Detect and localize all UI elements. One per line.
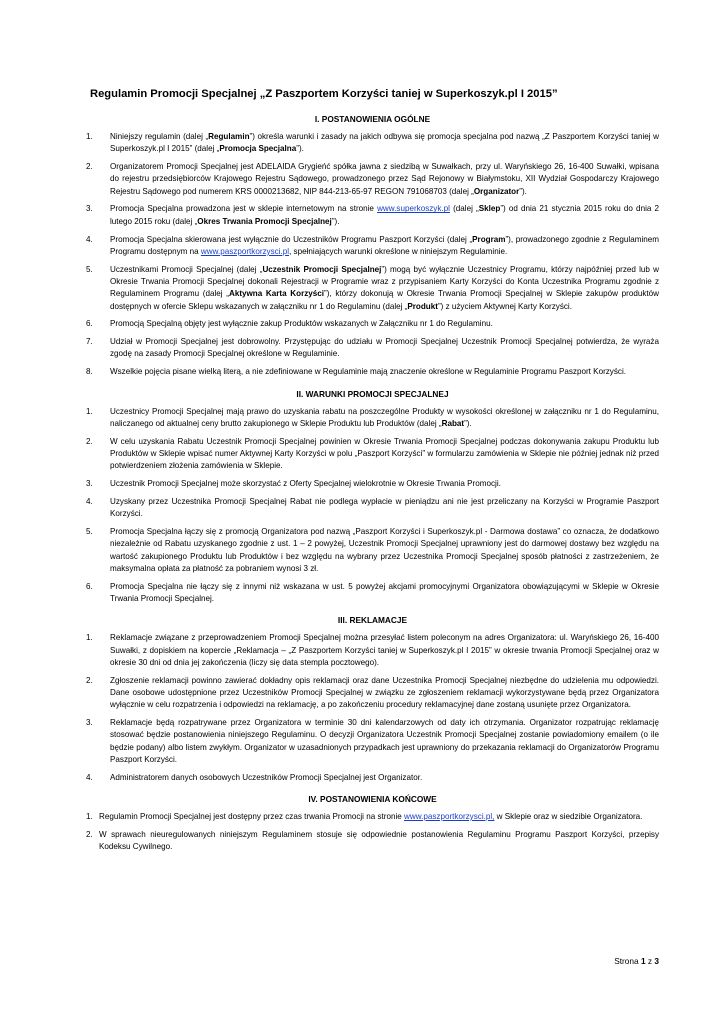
list-item — [86, 811, 659, 823]
item-number: 1. — [86, 132, 93, 141]
text-segment: Wszelkie pojęcia pisane wielką literą, a nie zdefiniowane w Regulaminie mają znaczenie określone w Regulaminie Programu Paszport Korzyści. — [110, 367, 626, 377]
list-item — [86, 366, 659, 378]
list-item — [86, 829, 659, 854]
item-number: 3. — [86, 479, 93, 489]
list-item — [86, 675, 659, 712]
section-heading: III. REKLAMACJE — [337, 615, 408, 626]
list-item — [86, 717, 659, 766]
item-number: 4. — [86, 496, 93, 506]
text-segment: Zgłoszenie reklamacji powinno zawierać dokładny opis reklamacji oraz dane Uczestnika Promocji Specjalnej niezbędne do udzielenia mu odpowiedzi. Dane osobowe udostępnione przez Uczestników Promocji Specjalnej w związku ze zgłoszeniem reklamacji wykorzystywane będą przez Organizatora wyłącznie w celu rozpatrzenia i odpowiedzi na reklamację, a po zakończeniu procedury reklamacyjnej dane zostaną usunięte przez Organizatora. — [110, 675, 659, 710]
item-number: 7. — [86, 337, 93, 347]
item-text — [110, 318, 659, 330]
text-segment: Regulamin Promocji Specjalnej jest dostępny przez czas trwania Promocji na stronie — [99, 811, 405, 821]
list-item — [86, 318, 659, 330]
text-segment: (dalej „ — [449, 204, 479, 214]
list-item — [86, 131, 659, 156]
text-segment: Reklamacje będą rozpatrywane przez Organizatora w terminie 30 dni kalendarzowych od daty ich otrzymania. Organizator rozpatrując reklamację stosować będzie postanowienia niniejszego Regulaminu. O decyzji Organizatora Uczestnik Promocji Specjalnej zostanie powiadomiony emailem (o ile będzie podany) albo listem zwykłym. Organizator w uzasadnionych przypadkach jest uprawniony do przekazania reklamacji do Organizatorów Programu Paszport Korzyści. — [110, 717, 659, 764]
section-list — [86, 632, 659, 784]
item-text — [110, 336, 659, 361]
item-text — [110, 203, 659, 228]
item-text — [99, 829, 659, 854]
list-item — [86, 581, 659, 606]
footer-label: Strona — [614, 956, 639, 966]
item-number: 2. — [86, 675, 93, 685]
list-item — [86, 478, 659, 490]
list-item — [86, 406, 659, 431]
text-segment: W sprawach nieuregulowanych niniejszym Regulaminem stosuje się odpowiednie postanowienia Regulaminu Programu Paszport Korzyści, przepisy Kodeksu Cywilnego. — [99, 829, 659, 852]
item-text — [110, 264, 659, 313]
item-number: 6. — [86, 581, 93, 591]
item-text — [110, 675, 659, 712]
section-list — [86, 406, 659, 606]
footer-current-page: 1 — [640, 956, 646, 966]
defined-term: Program — [472, 234, 506, 244]
text-segment: ”). — [331, 216, 340, 226]
text-segment: Uzyskany przez Uczestnika Promocji Specjalnej Rabat nie podlega wypłacie w pieniądzu ani nie jest przeliczany na Korzyści w Programie Paszport Korzyści. — [110, 496, 659, 519]
item-number: 8. — [86, 367, 93, 377]
section-heading: IV. POSTANOWIENIA KOŃCOWE — [308, 793, 437, 804]
section-list — [86, 811, 659, 853]
section-heading: II. WARUNKI PROMOCJI SPECJALNEJ — [296, 388, 449, 399]
item-number: 3. — [86, 717, 93, 727]
list-item — [86, 632, 659, 669]
page-footer — [614, 956, 659, 966]
item-text — [110, 632, 659, 669]
text-segment: ”), którzy dokonują w Okresie Trwania Promocji Specjalnej w Sklepie zakupów produktów dostępnych w ofercie Sklepu wskazanych w załączniku nr 1 do Regulaminu (dalej „ — [110, 289, 659, 311]
text-segment: Organizatorem Promocji Specjalnej jest ADELAIDA Grygieńć spółka jawna z siedzibą w Suwałkach, przy ul. Waryńskiego 26, 16-400 Suwałki, wpisana do rejestru przedsiębiorców Krajowego Rejestru Sądowego, prowadzonego przez Sąd Rejonowy w Białymstoku, XII Wydział Gospodarczy Krajowego Rejestru Sądowego pod numerem KRS 0000213682, NIP 844-213-65-97 REGON 791068703 (dalej „ — [110, 162, 659, 196]
item-number: 4. — [86, 234, 93, 244]
list-item — [86, 234, 659, 259]
document-body — [86, 114, 659, 853]
website-link[interactable]: www.paszportkorzysci.pl — [200, 246, 290, 256]
website-link[interactable]: www.paszportkorzysci.pl, — [404, 811, 495, 821]
text-segment: Uczestnicy Promocji Specjalnej mają prawo do uzyskania rabatu na poszczególne Produkty w wysokości określonej w załączniku nr 1 do Regulaminu, naliczanego od aktualnej ceny brutto zakupionego w Sklepie Produktu lub Produktów (dalej „ — [110, 406, 659, 428]
item-text — [110, 131, 659, 156]
item-number: 1. — [86, 633, 93, 643]
text-segment: ”). — [519, 186, 527, 196]
item-text — [110, 526, 659, 575]
defined-term: Rabat — [441, 418, 465, 428]
item-text — [110, 717, 659, 766]
item-number: 5. — [86, 264, 93, 274]
text-segment: Administratorem danych osobowych Uczestników Promocji Specjalnej jest Organizator. — [110, 772, 423, 782]
text-segment: Promocja Specjalna prowadzona jest w sklepie internetowym na stronie — [110, 204, 378, 214]
item-number: 1. — [86, 811, 93, 821]
website-link[interactable]: www.superkoszyk.pl — [377, 204, 450, 214]
footer-of: z — [647, 956, 653, 966]
item-text — [110, 161, 659, 198]
item-number: 2. — [86, 829, 93, 839]
list-item — [86, 436, 659, 473]
text-segment: w Sklepie oraz w siedzibie Organizatora. — [494, 811, 643, 821]
text-segment: , spełniających warunki określone w niniejszym Regulaminie. — [289, 246, 508, 256]
item-text — [110, 478, 659, 490]
item-text — [110, 406, 659, 431]
document-title: Regulamin Promocji Specjalnej „Z Paszportem Korzyści taniej w Superkoszyk.pl I 2015” — [90, 88, 558, 100]
defined-term: Aktywna Karta Korzyści — [228, 289, 325, 299]
text-segment: W celu uzyskania Rabatu Uczestnik Promocji Specjalnej powinien w Okresie Trwania Promocji Specjalnej podczas dokonywania zakupu Produktu lub Produktów w Sklepie wpisać numer Aktywnej Karty Korzyści w polu „Paszport Korzyści” w formularzu zamówienia w Sklepie nie później jednak niż przed potwierdzeniem złożenia zamówienia w Sklepie. — [110, 436, 659, 471]
item-number: 3. — [86, 204, 93, 214]
item-number: 2. — [86, 436, 93, 446]
list-item — [86, 496, 659, 521]
item-number: 1. — [86, 406, 93, 416]
text-segment: Promocja Specjalna skierowana jest wyłącznie do Uczestników Programu Paszport Korzyści (dalej „ — [110, 234, 473, 244]
item-number: 2. — [86, 162, 93, 172]
defined-term: Promocja Specjalna — [219, 144, 297, 154]
text-segment: ”). — [464, 418, 472, 428]
text-segment: ”) określa warunki i zasady na jakich odbywa się promocja specjalna pod nazwą „Z Paszportem Korzyści taniej w Superkoszyk.pl I 2015” (dalej „ — [110, 132, 659, 154]
list-item — [86, 264, 659, 313]
defined-term: Regulamin — [208, 132, 250, 141]
list-item — [86, 161, 659, 198]
defined-term: Organizator — [473, 186, 520, 196]
text-segment: ”) z użyciem Aktywnej Karty Korzyści. — [437, 301, 572, 311]
item-number: 5. — [86, 526, 93, 536]
text-segment: Promocja Specjalna łączy się z promocją Organizatora pod nazwą „Paszport Korzyści i Superkoszyk.pl - Darmowa dostawa” co oznacza, że dodatkowo niezależnie od Rabatu uzyskanego zgodnie z ust. 1 – 2 powyżej, Uczestnik Promocji Specjalnej uprawniony jest do darmowej dostawy bez względu na wartość zakupionego Produktu lub Produktów i bez względu na wybrany przez Uczestnika Promocji Specjalnej sposób płatności z zastrzeżeniem, że maksymalna opłata za płatność za pobraniem wynosi 3 zł. — [110, 526, 659, 573]
text-segment: Promocja Specjalna nie łączy się z innymi niż wskazana w ust. 5 powyżej akcjami promocyjnymi Organizatora obowiązującymi w Sklepie w Okresie Trwania Promocji Specjalnej. — [110, 581, 659, 603]
item-number: 4. — [86, 772, 93, 782]
list-item — [86, 203, 659, 228]
item-text — [110, 496, 659, 521]
item-text — [110, 772, 659, 784]
text-segment: Udział w Promocji Specjalnej jest dobrowolny. Przystępując do udziału w Promocji Specjalnej Uczestnik Promocji Specjalnej potwierdza, że wyraża zgodę na zasady Promocji Specjalnej określone w Regulaminie. — [110, 337, 659, 359]
text-segment: Uczestnik Promocji Specjalnej może skorzystać z Oferty Specjalnej wielokrotnie w Okresie Trwania Promocji. — [110, 479, 501, 489]
defined-term: Sklep — [478, 204, 501, 214]
text-segment: Promocją Specjalną objęty jest wyłącznie zakup Produktów wskazanych w Załączniku nr 1 do Regulaminu. — [110, 319, 493, 329]
item-text — [99, 811, 659, 823]
list-item — [86, 336, 659, 361]
item-text — [110, 581, 659, 606]
item-text — [110, 234, 659, 259]
footer-total-pages: 3 — [654, 956, 659, 966]
defined-term: Uczestnik Promocji Specjalnej — [262, 264, 382, 274]
text-segment: Reklamacje związane z przeprowadzeniem Promocji Specjalnej można przesyłać listem poleconym na adres Organizatora: ul. Waryńskiego 26, 16-400 Suwałki, z dopiskiem na kopercie „Reklamacja – „Z Paszportem Korzyści taniej w Superkoszyk.pl I 2015” w okresie trwania Promocji Specjalnej oraz w okresie 30 dni od dnia jej zakończenia (liczy się data stempla pocztowego). — [110, 633, 659, 667]
item-text — [110, 366, 659, 378]
text-segment: Uczestnikami Promocji Specjalnej (dalej „ — [110, 264, 263, 274]
text-segment: ”) mogą być wyłącznie Uczestnicy Programu, którzy najpóźniej przed lub w Okresie Trwania Promocji Specjalnej dokonali Rejestracji w Programie wraz z przypisaniem Karty Korzyści do Konta Uczestnika Programu zgodnie z Regulaminem Programu (dalej „ — [110, 264, 659, 299]
text-segment: ”) od dnia 21 stycznia 2015 roku do dnia 2 lutego 2015 roku (dalej „ — [110, 204, 659, 226]
text-segment: ”), prowadzonego zgodnie z Regulaminem Programu dostępnym na — [110, 234, 659, 256]
defined-term: Produkt — [407, 301, 438, 311]
list-item — [86, 772, 659, 784]
text-segment: ”). — [296, 144, 304, 154]
defined-term: Okres Trwania Promocji Specjalnej — [197, 216, 332, 226]
list-item — [86, 526, 659, 575]
section-list — [86, 131, 659, 379]
item-text — [110, 436, 659, 473]
text-segment: Niniejszy regulamin (dalej „ — [110, 132, 209, 141]
section-heading: I. POSTANOWIENIA OGÓLNE — [314, 114, 431, 124]
item-number: 6. — [86, 319, 93, 329]
